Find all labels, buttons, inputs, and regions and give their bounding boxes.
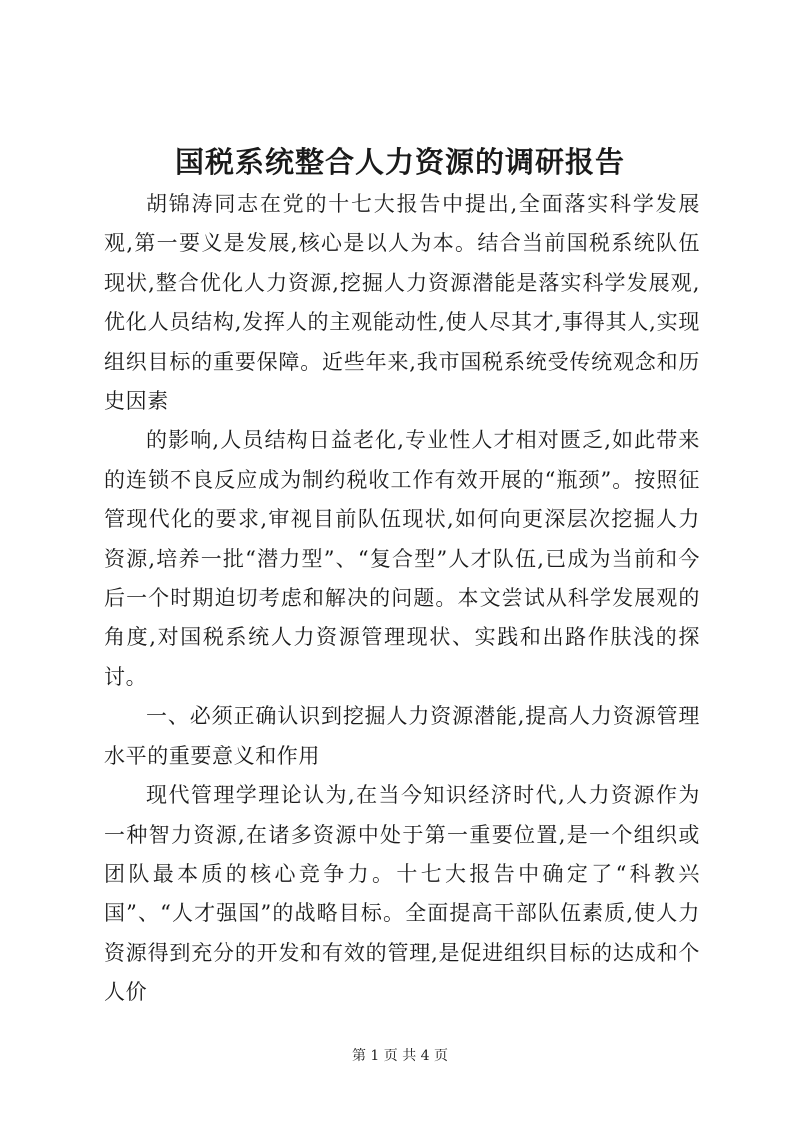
paragraph-background: 的影响,人员结构日益老化,专业性人才相对匮乏,如此带来的连锁不良反应成为制约税收工作有效开展的“瓶颈”。按照征管现代化的要求,审视目前队伍现状,如何向更深层次挖掘人力资源,培养一批“潜力型”、“复合型”人才队伍,已成为当前和今后一个时期迫切考虑和解决的问题。本文尝试从科学发展观的角度,对国税系统人力资源管理现状、实践和出路作肤浅的探讨。 — [104, 428, 700, 689]
paragraph-theory: 现代管理学理论认为,在当今知识经济时代,人力资源作为一种智力资源,在诸多资源中处于第一重要位置,是一个组织或团队最本质的核心竞争力。十七大报告中确定了“科教兴国”、“人才强国”的战略目标。全面提高干部队伍素质,使人力资源得到充分的开发和有效的管理,是促进组织目标的达成和个人价 — [104, 783, 700, 1005]
paragraph-intro: 胡锦涛同志在党的十七大报告中提出,全面落实科学发展观,第一要义是发展,核心是以人为本。结合当前国税系统队伍现状,整合优化人力资源,挖掘人力资源潜能是落实科学发展观,优化人员结构,发挥人的主观能动性,使人尽其才,事得其人,实现组织目标的重要保障。近些年来,我市国税系统受传统观念和历史因素 — [104, 192, 700, 414]
section-heading-1: 一、必须正确认识到挖掘人力资源潜能,提高人力资源管理水平的重要意义和作用 — [104, 704, 700, 768]
page-footer: 第 1 页 共 4 页 — [351, 1048, 449, 1064]
page-title: 国税系统整合人力资源的调研报告 — [174, 145, 625, 179]
document-body — [104, 185, 700, 1013]
